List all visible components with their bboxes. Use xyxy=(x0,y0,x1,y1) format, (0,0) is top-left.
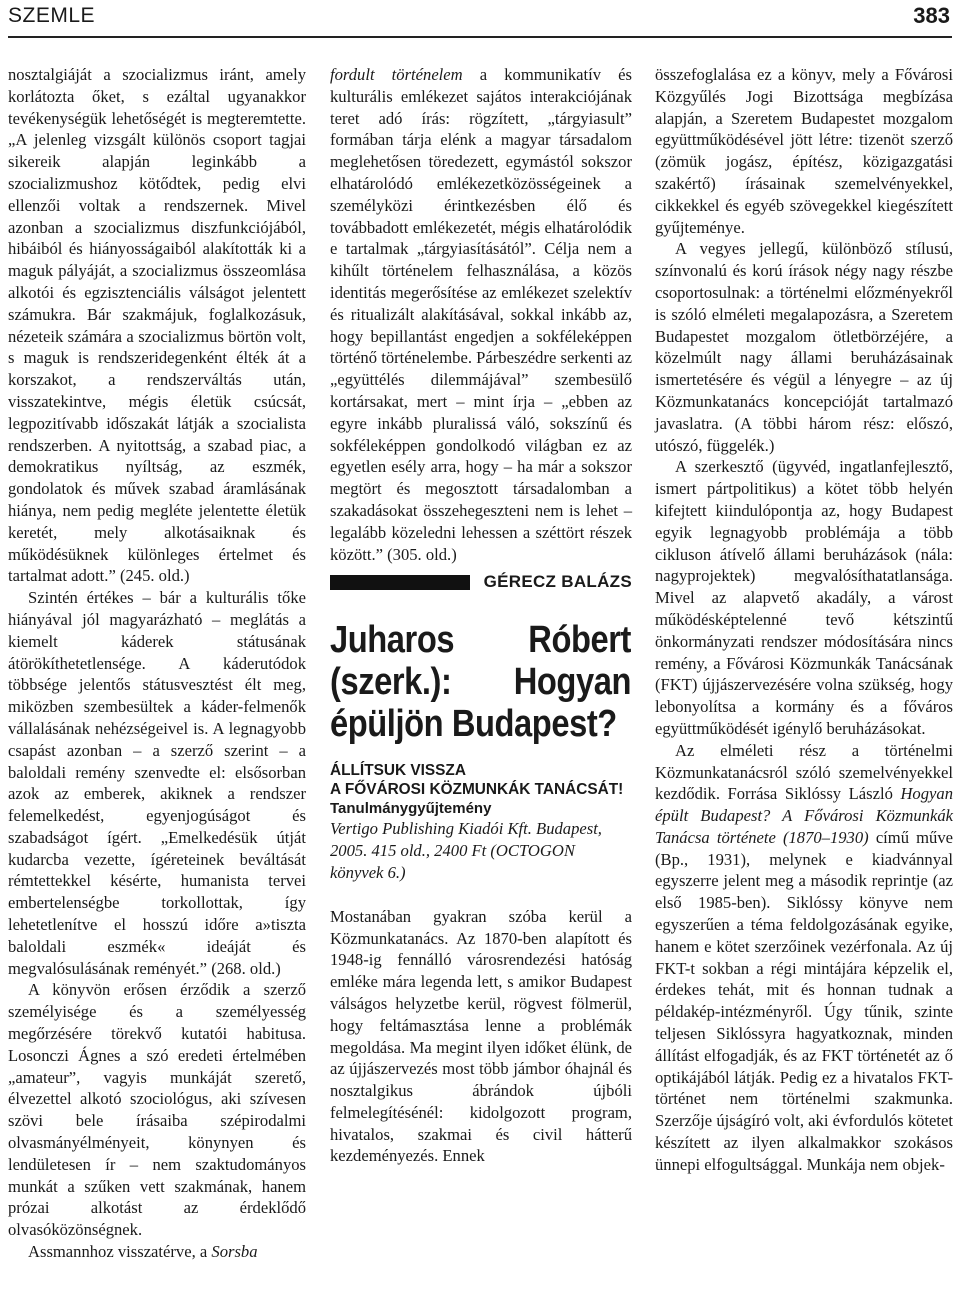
publisher-info: Vertigo Publishing Kiadói Kft. Budapest, 2005. 415 old., 2400 Ft (OCTOGON könyvek 6.) xyxy=(330,819,602,882)
col2-p1-text: a kommunikatív és kulturális emlékezet sajátos interakciójának teret adó írás: rögzített, „tárgyiasult” formában tárja elénk a magyar társadalom meglehetősen töredezett, egymástól sokszor elhatárolódó emlékezetközösségeinek a személyközi érintkezésben élő és továbbadott emlékezetét, mégis elhatárolódik e tartalmak „tárgyiasításától”. Célja nem a kihűlt történelem felhasználása, a közös identitás megerősítése az emlékezet szelektív és ritualizált alakításával, sokkal inkább az, hogy bepillantást engedjen a sokféleképpen történő történelembe. Párbeszédre serkenti az „együttélés dilemmájával” szembesülő kortársakat, mert – mint írja – „ebben az egyre inkább pluralissá váló, sokszínű és sokféleképpen gondolkodó világban ez az egyetlen esély arra, hogy – ha már a sokszor megtört és megosztott társadalomban a szakadásokat összehegeszteni nem is lehet – legalább közeledni lehessen a széttört részek között.” (305. old.) xyxy=(330,65,632,564)
col3-p4-text-b: című műve (Bp., 1931), melynek e kiadvánnyal egyszerre jelent meg a második reprintje (az első 1985-ben). Siklóssy könyve nem egyszerűen a téma feldolgozásának egyike, hanem e kötet szerzőinek vezérfonala. Az új FKT-t sokban a régi mintájára képzelik el, érdekes tehát, mit és honnan tudnak a példakép-intézményről. Úgy tűnik, szinte teljesen Siklóssyra hagyatkoznak, minden állítást elfogadják, és az FKT történetét az ő optikájából látják. Pedig ez a hivatalos FKT-történet nem történelmi szakmunka. Szerzője újságíró volt, aki évfordulós kötetet készített az ilyen alkalmakkor szokásos ünnepi elfogultsággal. Munkája nem objek- xyxy=(655,827,953,1174)
col1-p4-italic: Sorsba xyxy=(211,1242,258,1262)
column-1 xyxy=(8,64,306,1263)
col1-p4-text: Assmannhoz visszatérve, a xyxy=(28,1242,208,1262)
col1-paragraph-2: Szintén értékes – bár a kulturális tőke hiányával jól magyarázható – meglátás a kiemelt káderek státusának átörökíthetetlensége. A káderutódok többsége jelentős státusvesztést élt meg, miközben szembesültek a káder-felmenők vállalásának nehézségeivel is. A legnagyobb csapást azonban – a szerző szerint – a baloldali remény szenvedte el: elsősorban azok az emberek, akiknek a rendszer felemelkedést, egyenjogúságot és szabadságot ígért. „Emelkedésük útját kudarcba vezette, ígéreteinek beváltását rémtettekkel késérte, humanista tervei embertelenségbe torkollottak, így lehetetlenítve el hosszú időre a»tiszta baloldali eszmék« ideáját és megvalósulásának reményét.” (268. old.) xyxy=(8,588,306,978)
book-subtitle-2: A FŐVÁROSI KÖZMUNKÁK TANÁCSÁT! xyxy=(330,781,624,799)
author-bar xyxy=(330,575,470,590)
book-title: Juharos Róbert (szerk.): Hogyan épüljön Budapest? xyxy=(330,619,631,746)
col3-paragraph-3: A szerkesztő (ügyvéd, ingatlanfejlesztő, ismert pártpolitikus) a kötet több helyén kifejtett kiindulópontja az, hogy Budapest egyik legnagyobb problémája a több cikluson átívelő állami beruházások (nála: nagyprojektek) megvalósíthatatlansága. Mivel az alapvető akadály, a várost működésképtelenné tevő kétszintű önkormányzati rendszer módosítására nincs remény, a Fővárosi Közmunkák Tanácsának (FKT) újjászervezésére volna szükség, hogy lebonyolítsa a kormány és a főváros együttműködését igénylő beruházásokat. xyxy=(655,457,953,738)
book-subtitle-3: Tanulmánygyűjtemény xyxy=(330,800,492,818)
page-header xyxy=(8,0,952,38)
col1-paragraph-3: A könyvön erősen érződik a szerző személyisége és a személyesség megőrzésére törekvő kutatói habitusa. Losonczi Ágnes a szó eredeti értelmében „amateur”, vagyis munkáját szerető, élvezettel alkotó szociológus, aki szívesen szövi bele írásaiba szépirodalmi olvasmányélményeit, könynyen és lendületesen ír – nem szaktudományos munkát a szűken vett szakmának, hanem prózai alkotást az érdeklődő olvasóközönségnek. xyxy=(8,980,306,1240)
book-subtitle-1: ÁLLÍTSUK VISSZA xyxy=(330,762,466,780)
col2-paragraph-2: Mostanában gyakran szóba kerül a Közmunkatanács. Az 1870-ben alapított és 1948-ig fennálló városrendezési hatóság emléke mára legenda lett, s amikor Budapest válságos helyzetbe kerül, rögvest fölmerül, hogy feltámasztása lenne a problémák megoldása. Ma megint ilyen időket élünk, de az újjászervezés most több jámbor óhajnál és nosztalgikus ábrándok újbóli felmelegítésénél: kidolgozott program, hivatalos, szakmai és civil hátterű kezdeményezés. Ennek xyxy=(330,906,632,1166)
section-title: SZEMLE xyxy=(8,4,96,27)
col3-paragraph-4 xyxy=(655,740,953,1176)
col3-paragraph-2: A vegyes jellegű, különböző stílusú, színvonalú és korú írások négy nagy részbe csoportosulnak: a történelmi előzményekről is szóló elméleti megalapozásra, a Szeretem Budapestet mozgalom ötletbörzéjére, a közelmúlt nagy állami beruházásainak ismertetésére és végül a lényegre – az új Közmunkatanács koncepcióját tartalmazó javaslatra. (A többi három rész: előszó, utószó, függelék.) xyxy=(655,239,953,455)
column-3 xyxy=(655,64,953,1176)
col3-p4-italic: Hogyan épült Budapest? A Fővárosi Közmunkák Tanácsa története (1870–1930) xyxy=(655,784,953,847)
col3-p4-text-a: Az elméleti rész a történelmi Közmunkatanácsról szóló szemelvényekkel kezdődik. Forrása Siklóssy László xyxy=(655,740,953,804)
review-author: GÉRECZ BALÁZS xyxy=(483,572,632,592)
col1-paragraph-4 xyxy=(8,1241,306,1263)
col2-p1-italic: fordult történelem xyxy=(330,65,463,84)
col3-paragraph-1: összefoglalása ez a könyv, mely a Fővárosi Közgyűlés Jogi Bizottsága megbízása alapján, a Szeretem Budapestet mozgalom együttműködésével jött létre: tizenöt szerző (zömük jogász, építész, közigazgatási szakértő) írásainak szemelvényekkel, cikkekkel és egyéb szövegekkel kiegészített gyűjteménye. xyxy=(655,65,953,237)
col2-paragraph-1 xyxy=(330,64,632,565)
page-number: 383 xyxy=(913,3,950,28)
review-author-row xyxy=(330,571,632,597)
column-2 xyxy=(330,64,632,1167)
col1-paragraph-1: nosztalgiáját a szocializmus iránt, amely korlátozta őket, s ezáltal ugyanakkor tevékenységük lehetőségét is megteremtette. „A jelenleg vizsgált különös csoport tagjai sikereik alapján leginkább a szocializmushoz kötődtek, pedig elvi ellenzői voltak a rendszernek. Mivel azonban a szocializmus diszfunkciójából, hibáiból és hiányosságaiból alakították ki a maguk pályáját, a szocializmus összeomlása alkotói és egzisztenciális válságot jelentett számukra. Bár szakmájuk, foglalkozásuk, nézeteik számára a szocializmus börtön volt, s maguk is rendszeridegenként élték át a korszakot, a rendszerváltás után, visszatekintve, mégis életük csúcsát, legpozitívabb időszakát látják a szocialista rendszerben. A nyitottság, a szabad piac, a demokratikus nyíltság, az eszmék, gondolatok és művek szabad áramlásának hiánya, nem pedig megléte jelentette életük keretét, mely alkotásaiknak és működésüknek különleges értelmet és tartalmat adott.” (245. old.) xyxy=(8,65,306,586)
